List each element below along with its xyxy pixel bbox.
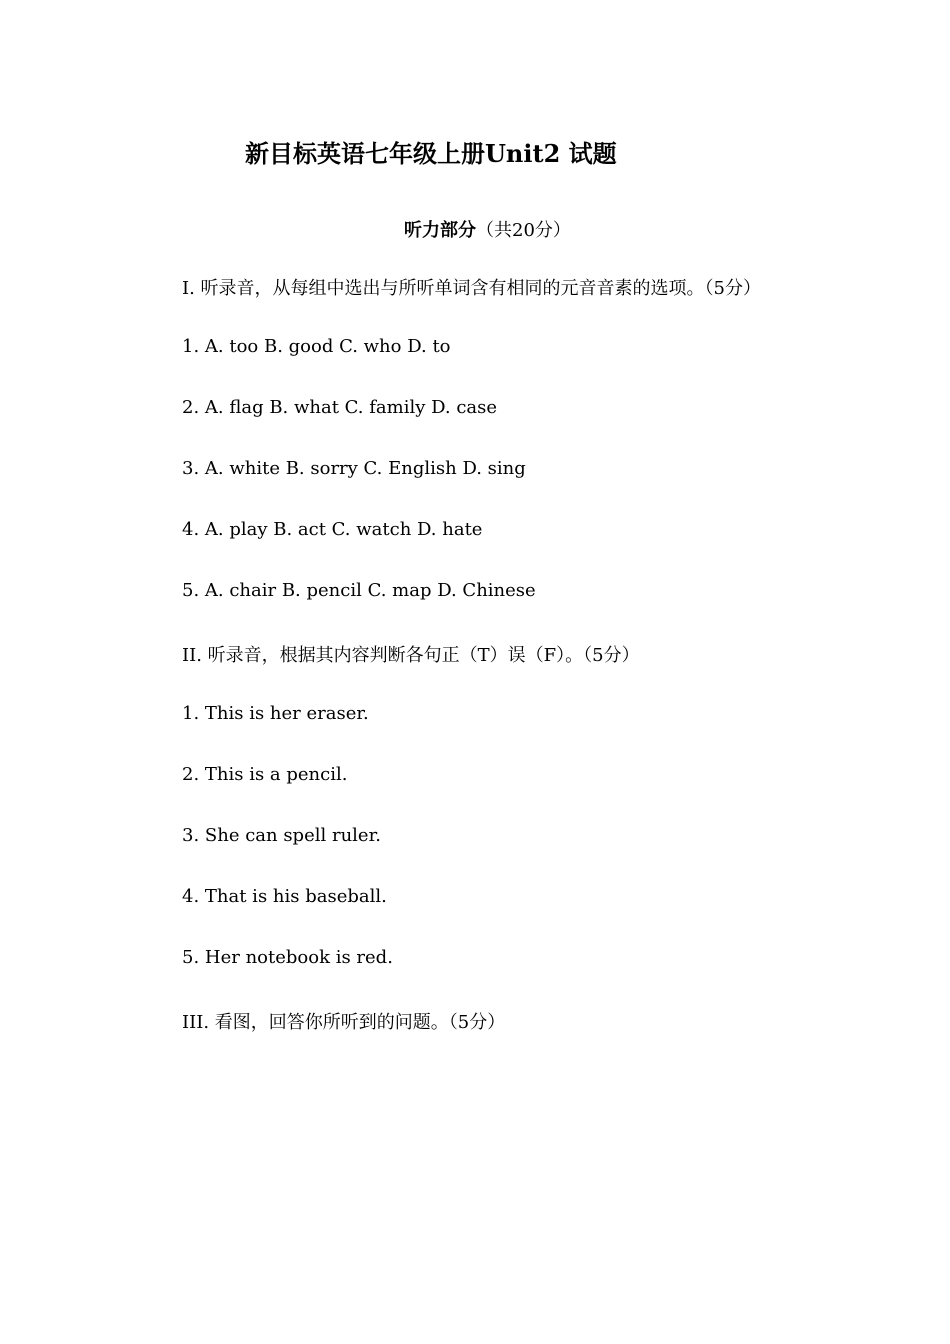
section2-item-1: 1. This is her eraser. [182, 703, 369, 724]
section1-item-4: 4. A. play B. act C. watch D. hate [182, 519, 483, 540]
listening-section-header [404, 216, 571, 242]
section2-item-2: 2. This is a pencil. [182, 764, 348, 785]
section1-heading: I. 听录音，从每组中选出与所听单词含有相同的元音音素的选项。（5分） [182, 278, 762, 299]
listening-label: 听力部分 [404, 220, 476, 241]
section2-heading: II. 听录音，根据其内容判断各句正（T）误（F）。（5分） [182, 645, 640, 666]
section1-item-1: 1. A. too B. good C. who D. to [182, 336, 451, 357]
section2-item-5: 5. Her notebook is red. [182, 947, 393, 968]
section1-item-5: 5. A. chair B. pencil C. map D. Chinese [182, 580, 536, 601]
section1-item-2: 2. A. flag B. what C. family D. case [182, 397, 498, 418]
section1-item-3: 3. A. white B. sorry C. English D. sing [182, 458, 526, 479]
document-title: 新目标英语七年级上册Unit2 试题 [245, 139, 617, 168]
section2-item-4: 4. That is his baseball. [182, 886, 387, 907]
listening-score: （共20分） [476, 220, 571, 241]
section3-heading: III. 看图，回答你所听到的问题。（5分） [182, 1012, 506, 1033]
section2-item-3: 3. She can spell ruler. [182, 825, 381, 846]
